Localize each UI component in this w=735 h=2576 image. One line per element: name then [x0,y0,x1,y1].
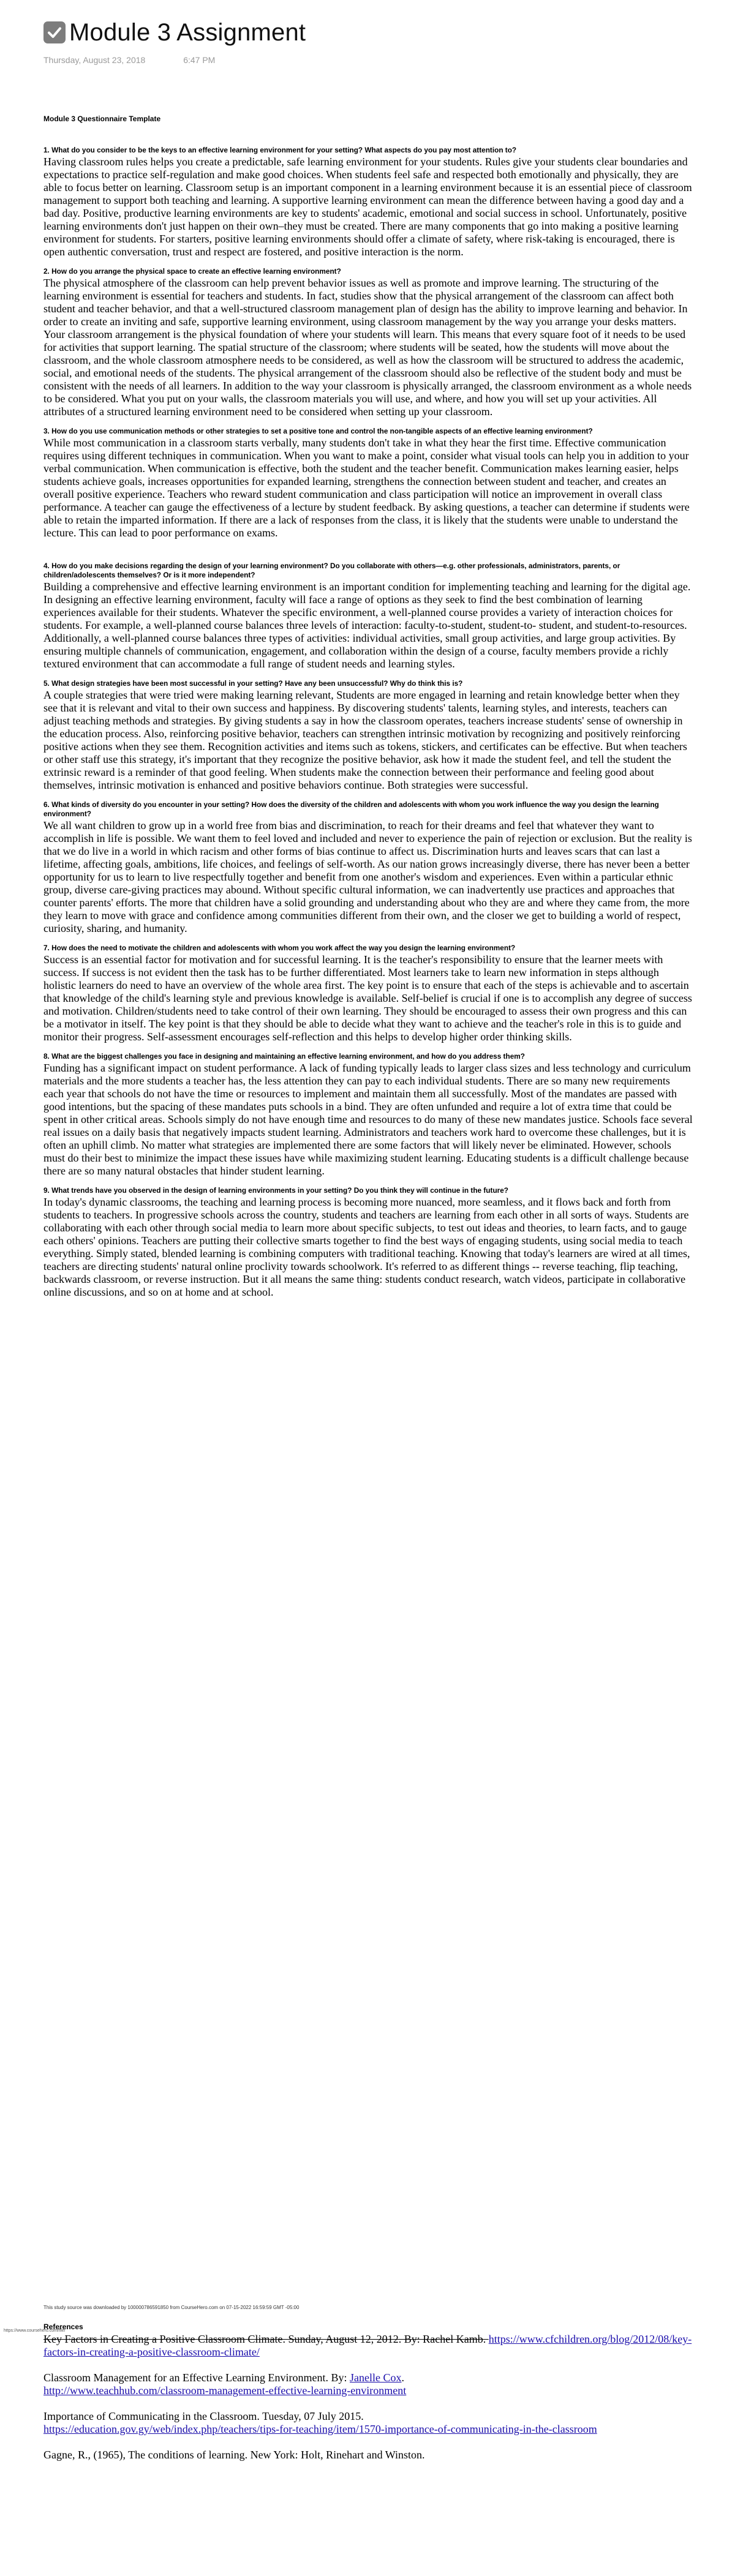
qa-item [43,679,693,792]
side-stamp: https://www.coursehero.com/file/ [4,2329,66,2333]
question: 2. How do you arrange the physical space to create an effective learning environment? [43,267,341,276]
note-meta [43,55,693,65]
download-source-notice: This study source was downloaded by 100000786591850 from CourseHero.com on 07-15-2022 16:59:59 GMT -05:00 [43,2305,300,2310]
question: 6. What kinds of diversity do you encounter in your setting? How does the diversity of the children and adolescents with whom you work influence the way you design the learning environment? [43,800,659,818]
reference-link[interactable]: http://www.teachhub.com/classroom-management-effective-learning-environment [43,2384,407,2397]
reference-text: Key Factors in Creating a Positive Classroom Climate. Sunday, August 12, 2012. By: Rachel Kamb. [43,2333,489,2345]
qa-item [43,427,693,539]
answer: In today's dynamic classrooms, the teaching and learning process is becoming more nuanced, more seamless, and it flows back and forth from students to teachers. In progressive schools across the country, students and teachers are learning from each other in all sorts of ways. Students are collaborating with each other through social media to learn more about specific subjects, to test out ideas and theories, to learn facts, and to gauge each others' opinions. Teachers are putting their collective smarts together to find the best ways of engaging students, using social media to teach everything. Simply stated, blended learning is combining computers with traditional teaching. Knowing that today's learners are wired at all times, teachers are directing students' natural online proclivity towards schoolwork. It's referred to as different things -- reverse teaching, flip teaching, backwards classroom, or reverse instruction. But it all means the same thing: students conduct research, watch videos, participate in collaborative online discussions, and so on at home and at school. [43,1196,690,1298]
reference-item [43,2333,693,2359]
answer: While most communication in a classroom starts verbally, many students don't take in what they hear the first time. Effective communication requires using different techniques in communication. When you want to make a point, consider what visual tools can help you in addition to your verbal communication. When communication is effective, both the student and the teacher benefit. Communication makes learning easier, helps students achieve goals, increases opportunities for expanded learning, strengthens the connection between student and teacher, and creates an overall positive experience. Teachers who reward student communication and class participation will notice an improvement in overall class performance. A teacher can gauge the effectiveness of a lecture by student feedback. By asking questions, a teacher can determine if students were able to retain the imparted information. If there are a lack of responses from the class, it is likely that the students were unable to understand the lecture. This can lead to poor performance on exams. [43,437,690,539]
qa-item [43,561,693,670]
checkbox-checked-icon [43,21,66,43]
reference-link[interactable]: https://education.gov.gy/web/index.php/teachers/tips-for-teaching/item/1570-importance-of-communicating-in-the-classroom [43,2423,597,2435]
note-content [43,114,693,1307]
note-time: 6:47 PM [183,55,216,65]
reference-author-link[interactable]: Janelle Cox [350,2371,402,2384]
answer: Funding has a significant impact on student performance. A lack of funding typically leads to larger class sizes and less technology and curriculum materials and the more students a teacher has, the less attention they can pay to each individual students. There are so many new requirements each year that schools do not have the time or resources to implement and maintain them all successfully. Most of the mandates are passed with good intentions, but the spacing of these mandates puts schools in a bind. They are often unfunded and require a lot of extra time that could be spent in other critical areas. Schools simply do not have enough time and resources to do many of these new mandates justice. Schools face several real issues on a daily basis that negatively impacts student learning. Administrators and teachers work hard to overcome these challenges, but it is often an uphill climb. No matter what strategies are implemented there are some factors that will likely never be eliminated. However, schools must do their best to minimize the impact these issues have while maximizing student learning. Educating students is a difficult challenge because there are so many natural obstacles that hinder student learning. [43,1062,693,1177]
qa-item [43,1186,693,1299]
answer: Success is an essential factor for motivation and for successful learning. It is the teacher's responsibility to ensure that the learner meets with success. If success is not evident then the task has to be further differentiated. Most learners take to learn new information in steps although holistic learners do need to have an overview of the whole area first. The key point is to ensure that each of the steps is achievable and to ascertain that knowledge of the child's learning style and previous knowledge is available. Self-belief is crucial if one is to accomplish any degree of success and motivation. Children/students need to take control of their own learning. They should be encouraged to assess their own progress and this can be a motivator in itself. The key point is that they should be able to decide what they want to achieve and the teacher's role in this is to guide and monitor their progress. Self-assessment encourages self-reflection and this helps to develop higher order thinking skills. [43,953,692,1043]
answer: A couple strategies that were tried were making learning relevant, Students are more engaged in learning and retain knowledge better when they see that it is relevant and vital to their own success and happiness. By discovering students' talents, learning styles, and interests, teachers can adjust teaching methods and strategies. By giving students a say in how the classroom operates, teachers increase students' sense of ownership in the education process. Also, reinforcing positive behavior, teachers can strengthen intrinsic motivation by recognizing and positively reinforcing positive actions when they see them. Recognition activities and items such as tokens, stickers, and certificates can be effective. But when teachers or other staff use this strategy, it's important that they recognize the positive behavior, ask how it made the student feel, and tell the student the extrinsic reward is a reminder of that good feeling. When students make the connection between their performance and feeling good about themselves, intrinsic motivation is enhanced and positive behaviors continue. Both strategies were successful. [43,689,687,791]
question: 3. How do you use communication methods or other strategies to set a positive tone and control the non-tangible aspects of an effective learning environment? [43,427,593,435]
question: 5. What design strategies have been most successful in your setting? Have any been unsuccessful? Why do think this is? [43,679,463,688]
qa-item [43,146,693,258]
reference-link[interactable]: https://www.cfchildren.org/blog/2012/08/key-factors-in-creating-a-positive-classroom-climate/ [43,2333,692,2358]
reference-item [43,2410,693,2436]
answer: Having classroom rules helps you create a predictable, safe learning environment for your students. Rules give your students clear boundaries and expectations to practice self-regulation and make good choices. When students feel safe and respected both emotionally and physically, they are able to focus better on learning. Classroom setup is an important component in a learning environment because it is an essential piece of classroom management to support both teaching and learning. A supportive learning environment can mean the difference between having a good day and a bad day. Positive, productive learning environments are key to students' academic, emotional and social success in school. Unfortunately, positive learning environments don't just happen on their own–they must be created. There are many components that go into making a positive learning environment for students. For starters, positive learning environments should offer a climate of safety, where risk-taking is encouraged, there is open authentic conversation, trust and respect are fostered, and positive interaction is the norm. [43,156,692,258]
question: 9. What trends have you observed in the design of learning environments in your setting? Do you think they will continue in the future? [43,1186,509,1195]
reference-text: Gagne, R., (1965), The conditions of learning. New York: Holt, Rinehart and Winston. [43,2449,425,2461]
references-title: References [43,2323,83,2331]
title-row [43,17,693,48]
note-header [43,17,693,65]
qa-item [43,1052,693,1177]
template-title: Module 3 Questionnaire Template [43,115,161,123]
question: 1. What do you consider to be the keys to an effective learning environment for your setting? What aspects do you pay most attention to? [43,146,517,154]
references-section [43,2322,693,2474]
reference-text-after: . [401,2371,405,2384]
question: 7. How does the need to motivate the children and adolescents with whom you work affect the way you design the learning environment? [43,944,516,952]
question: 4. How do you make decisions regarding the design of your learning environment? Do you collaborate with others—e.g. other professionals, administrators, parents, or children/adolescents themselves? Or is it more independent? [43,561,620,579]
qa-item [43,944,693,1043]
question: 8. What are the biggest challenges you face in designing and maintaining an effective learning environment, and how do you address them? [43,1052,525,1061]
answer: We all want children to grow up in a world free from bias and discrimination, to reach for their dreams and feel that whatever they want to accomplish in life is possible. We want them to feel loved and included and never to experience the pain of rejection or exclusion. But the reality is that we do live in a world in which racism and other forms of bias continue to affect us. Discrimination hurts and leaves scars that can last a lifetime, affecting goals, ambitions, life choices, and feelings of self-worth. As our nation grows increasingly diverse, there has never been a better opportunity for us to learn to live respectfully together and benefit from one another's wisdom and experiences. Even within a particular ethnic group, diverse care-giving practices may abound. Without specific cultural information, we can inadvertently use practices and approaches that counter parents' efforts. The more that children have a solid grounding and understanding about who they are and where they came from, the more they learn to move with grace and confidence among communities different from their own, and the closer we get to building a world of respect, curiosity, sharing, and humanity. [43,819,692,934]
reference-item [43,2449,693,2461]
reference-text: Classroom Management for an Effective Learning Environment. By: [43,2371,350,2384]
page-title: Module 3 Assignment [69,19,306,46]
qa-item [43,800,693,935]
reference-item [43,2371,693,2397]
reference-text: Importance of Communicating in the Classroom. Tuesday, 07 July 2015. [43,2410,364,2422]
answer: The physical atmosphere of the classroom can help prevent behavior issues as well as promote and improve learning. The structuring of the learning environment is essential for teachers and students. In fact, studies show that the physical arrangement of the classroom can affect both student and teacher behavior, and that a well-structured classroom management plan of design has the ability to improve learning and behavior. In order to create an inviting and safe, supportive learning environment, using classroom management by the way you arrange your desks matters. Your classroom arrangement is the physical foundation of where your students will learn. This means that every square foot of it needs to be used for activities that support learning. The spatial structure of the classroom; where students will be seated, how the students will move about the classroom, and the whole classroom atmosphere needs to be considered, as well as how the classroom will be structured to address the academic, social, and emotional needs of the students. The physical arrangement of the classroom should also be reflective of the student body and must be consistent with the needs of all learners. In addition to the way your classroom is physically arranged, the classroom environment as a whole needs to be considered. What you put on your walls, the classroom materials you will use, and where, and how you will set up your activities. All attributes of a structured learning environment need to be considered when setting up your classroom. [43,277,692,418]
qa-item [43,267,693,418]
answer: Building a comprehensive and effective learning environment is an important condition for implementing teaching and learning for the digital age. In designing an effective learning environment, faculty will face a range of options as they seek to find the best combination of learning experiences available for their students. Whatever the specific environment, a well-planned course provides a variety of interaction choices for students. For example, a well-planned course balances three levels of interaction: faculty-to-student, student-to- student, and student-to-resources. Additionally, a well-planned course balances three types of activities: individual activities, small group activities, and large group activities. By ensuring multiple channels of communication, engagement, and collaboration within the design of a course, faculty members provide a richly textured environment that can accommodate a full range of student needs and learning styles. [43,580,691,670]
note-date: Thursday, August 23, 2018 [43,55,146,65]
